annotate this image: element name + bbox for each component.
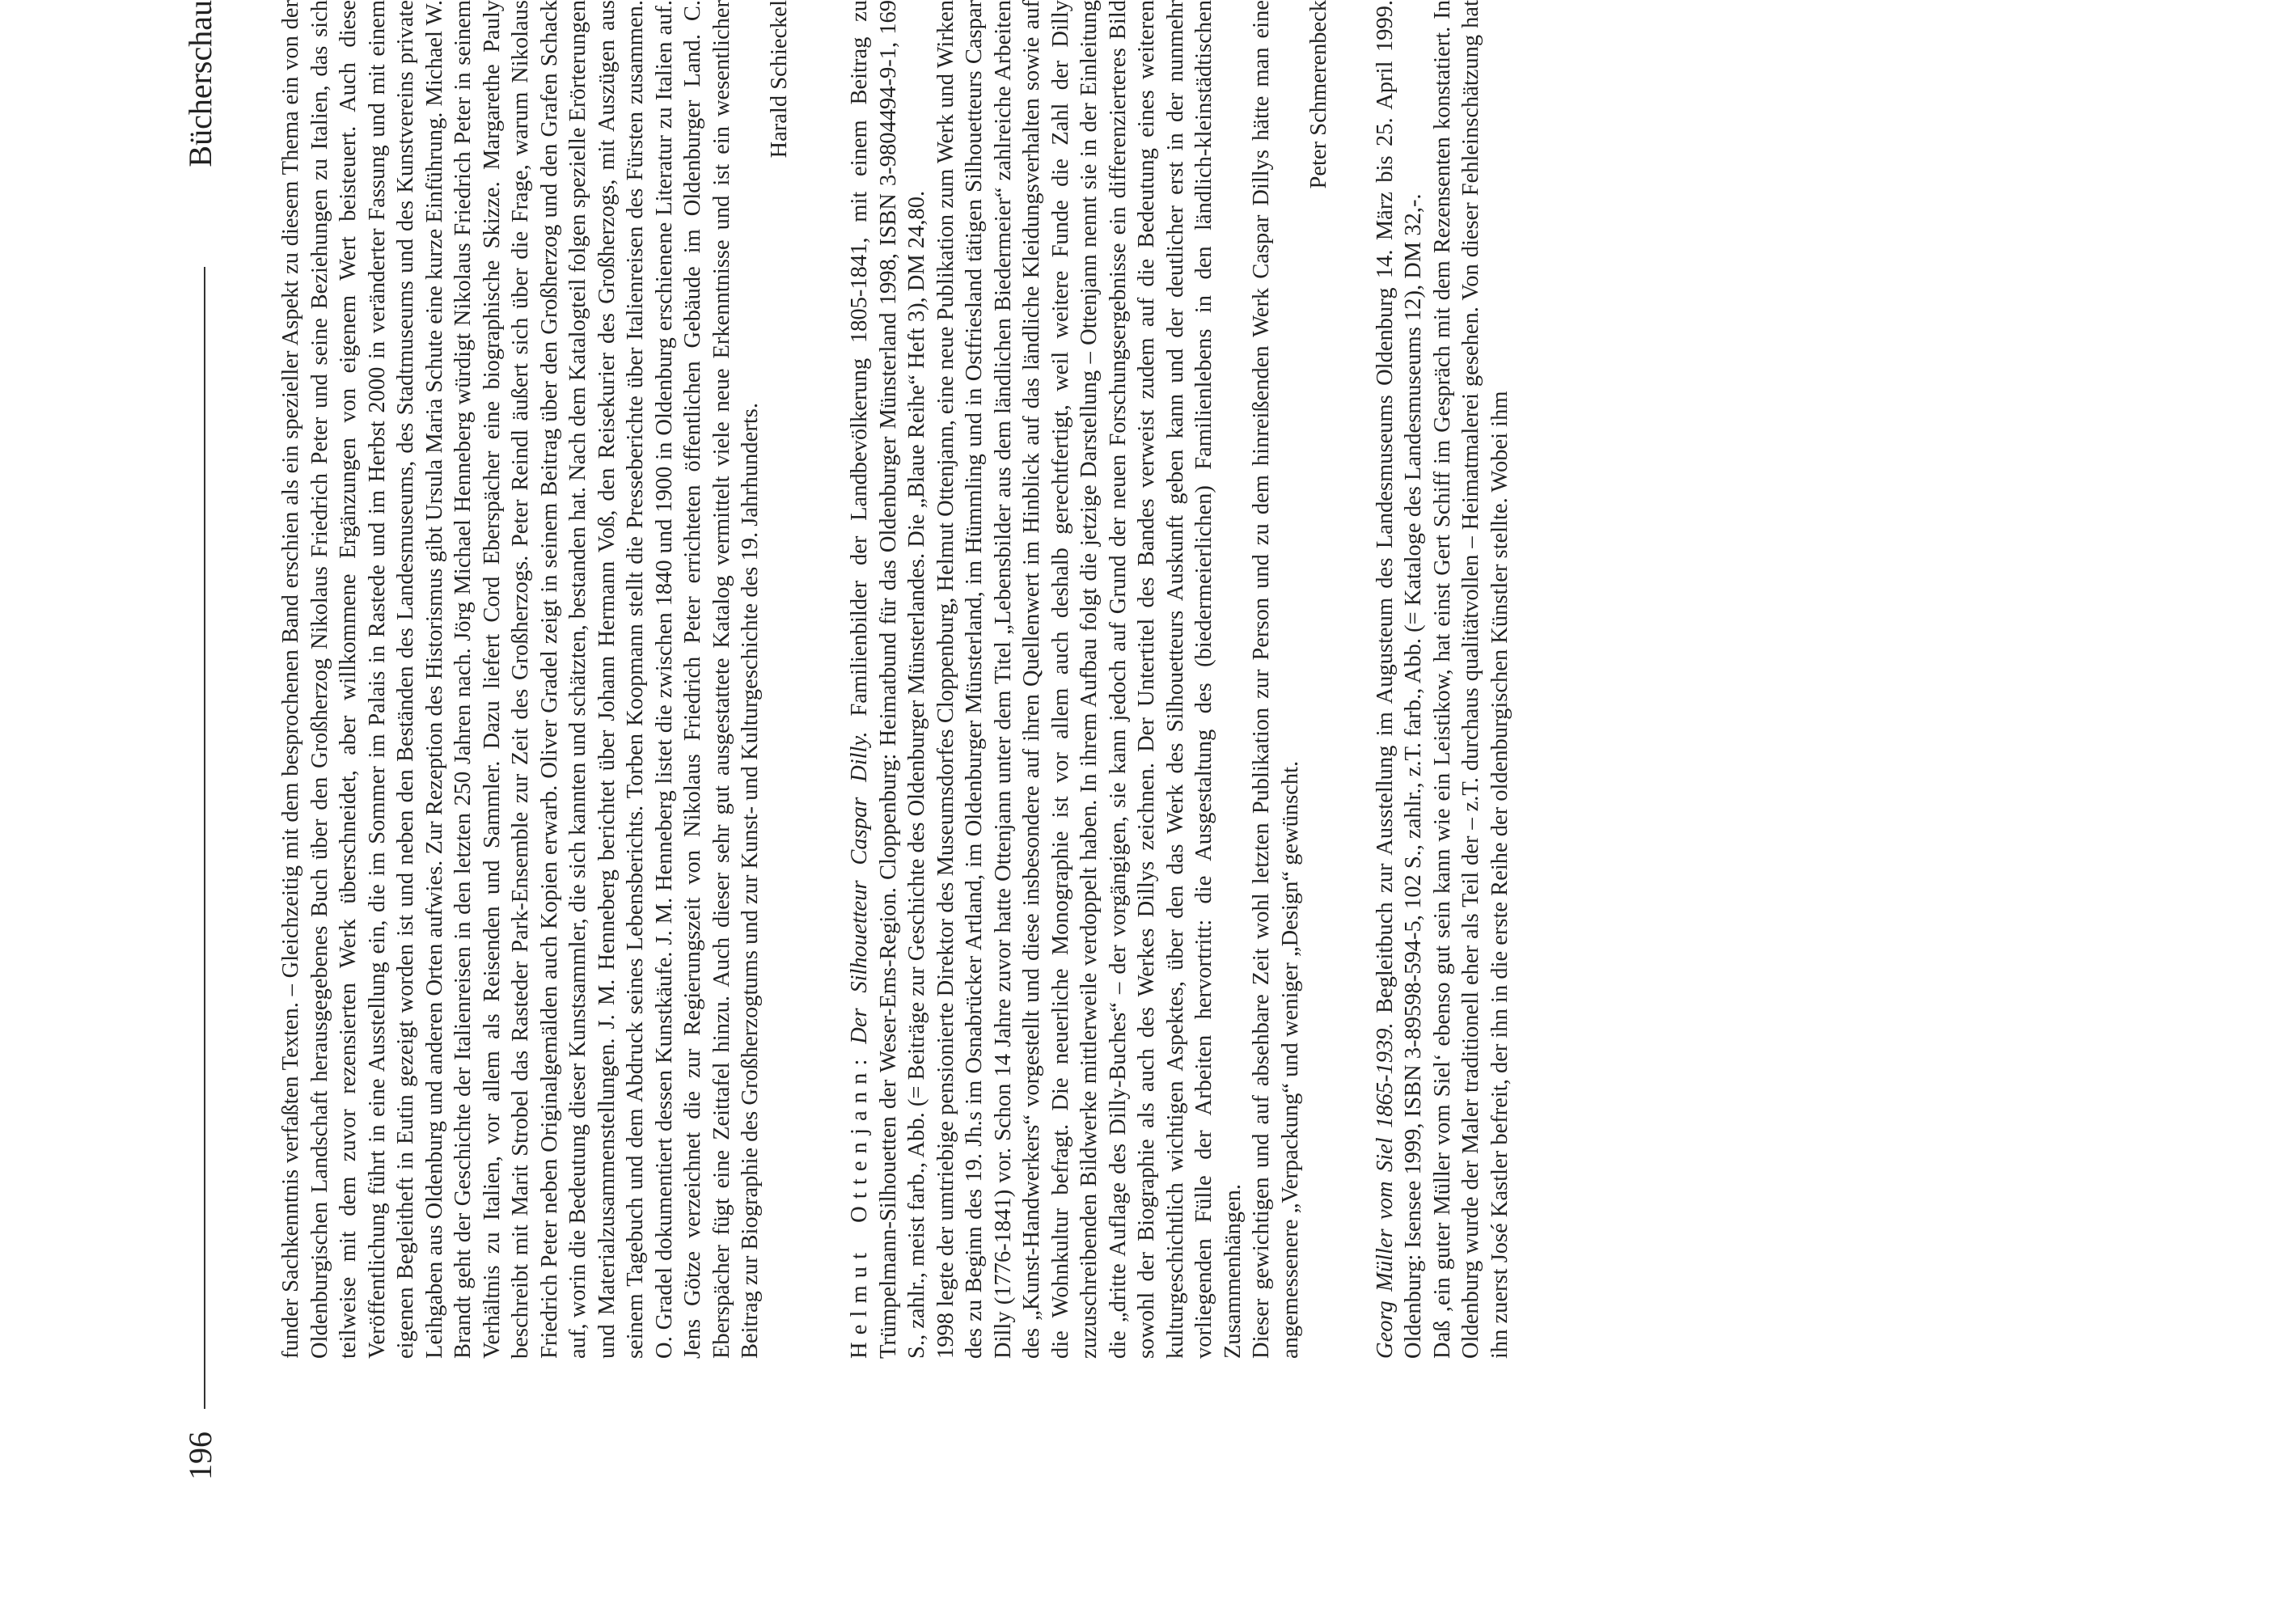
review-1-text: funder Sachkenntnis verfaßten Texten. – Gleichzeitig mit dem besprochenen Band erschien als ein spezieller Aspekt zu diesem Thema ein von der Oldenburgischen Landschaft herausgegebenes Buch über den Großherzog Nikolaus Friedrich Peter und seine Beziehungen zu Italien, das sich teilweise mit dem zuvor rezensierten Werk überschneidet, aber willkommene Ergänzungen von eigenem Wert beisteuert. Auch diese Veröffentlichung führt in eine Ausstellung ein, die im Sommer im Palais in Rastede und im Herbst 2000 in veränderter Fassung und mit einem eigenen Begleitheft in Eutin gezeigt worden ist und neben den Beständen des Landesmuseums, des Stadtmuseums und des Kunstvereins private Leihgaben aus Oldenburg und anderen Orten aufwies. Zur Rezeption des Historismus gibt Ursula Maria Schute eine kurze Einführung. Michael W. Brandt geht der Geschichte der Italienreisen in den letzten 250 Jahren nach. Jörg Michael Henneberg würdigt Nikolaus Friedrich Peter in seinem Verhältnis zu Italien, vor allem als Reisenden und Sammler. Dazu liefert Cord Eberspächer eine biographische Skizze. Margarethe Pauly beschreibt mit Marit Strobel das Rasteder Park-Ensemble zur Zeit des Großherzogs. Peter Reindl äußert sich über die Frage, warum Nikolaus Friedrich Peter neben Originalgemälden auch Kopien erwarb. Oliver Gradel zeigt in seinem Beitrag über den Großherzog und den Grafen Schack auf, worin die Bedeutung dieser Kunstsammler, die sich kannten und schätzten, bestanden hat. Nach dem Katalogteil folgen spezielle Erörterungen und Materialzusammenstellungen. J. M. Henneberg berichtet über Johann Hermann Voß, den Reisekurier des Großherzogs, mit Auszügen aus seinem Tagebuch und dem Abdruck seines Lebensberichts. Torben Koopmann stellt die Presseberichte über Italienreisen des Fürsten zusammen. O. Gradel dokumentiert dessen Kunstkäufe. J. M. Henneberg listet die zwischen 1840 und 1900 in Oldenburg erschienene Literatur zu Italien auf. Jens Götze verzeichnet die zur Regierungszeit von Nikolaus Friedrich Peter errichteten öffentlichen Gebäude im Oldenburger Land. C. Eberspächer fügt eine Zeittafel hinzu. Auch dieser sehr gut ausgestattete Katalog vermittelt viele neue Erkenntnisse und ist ein wesentlicher Beitrag zur Biographie des Großherzogtums und zur Kunst- und Kulturgeschichte des 19. Jahrhunderts. <box>278 0 763 1359</box>
review-3-book-title: Georg Müller vom Siel 1865-1939. <box>1372 1022 1398 1359</box>
page-body <box>277 0 1514 1359</box>
review-2-book-title: Der Silhouetteur Caspar Dilly. <box>847 731 872 1044</box>
section-gap <box>793 0 845 1359</box>
rotated-page <box>178 0 2119 1480</box>
review-3-citation <box>1371 0 1428 1359</box>
header-rule <box>204 267 205 1409</box>
review-2-author-separator: : <box>847 1043 872 1066</box>
review-2-text-conclusion: Dieser gewichtigen und auf absehbare Zeit wohl letzten Publikation zur Person und zu dem hinreißenden Werk Caspar Dillys hätte man eine angemessenere „Verpackung“ und weniger „Design“ gewünscht. <box>1249 0 1303 1359</box>
section-gap <box>1334 0 1371 1359</box>
review-2-signature: Peter Schmerenbeck <box>1306 0 1331 189</box>
section-title: Bücherschau <box>182 0 218 167</box>
review-3-bibliographic-details: Begleitbuch zur Ausstellung im Augusteum des Landesmuseums Oldenburg 14. März bis 25. April 1999. Oldenburg: Isensee 1999, ISBN 3-89598-594-5, 102 S., zahlr., z.T. farb., Abb. (= Kataloge des Landesmuseums 12), DM 32,-. <box>1372 0 1426 1359</box>
review-2-author: Helmut Ottenjann <box>847 1065 872 1359</box>
review-2-text: 1998 legte der umtriebige pensionierte Direktor des Museumsdorfes Cloppenburg, Helmut Ottenjann, eine neue Publikation zum Werk und Wirken des zu Beginn des 19. Jh.s im Osnabrücker Artland, im Oldenburger Münsterland, im Hümmling und in Ostfriesland tätigen Silhouetteurs Caspar Dilly (1776-1841) vor. Schon 14 Jahre zuvor hatte Ottenjann unter dem Titel „Lebensbilder aus dem ländlichen Biedermeier“ zahlreiche Arbeiten des „Kunst-Handwerkers“ vorgestellt und diese insbesondere auf ihren Quellenwert im Hinblick auf das ländliche Kleidungsverhalten sowie auf die Wohnkultur befragt. Die neuerliche Monographie ist vor allem auch deshalb gerechtfertigt, weil weitere Funde die Zahl der Dilly zuzuschreibenden Bildwerke mittlerweile verdoppelt haben. In ihrem Aufbau folgt die jetzige Darstellung – Ottenjann nennt sie in der Einleitung die „dritte Auflage des Dilly-Buches“ – der vorgängigen, sie kann jedoch auf Grund der neuen Forschungsergebnisse ein differenzierteres Bild sowohl der Biographie als auch des Werkes Dillys zeichnen. Der Untertitel des Bandes verweist zudem auf die Bedeutung eines weiteren kulturgeschichtlich wichtigen Aspektes, über den das Werk des Silhouetteurs Auskunft geben kann und der deutlicher erst in der nunmehr vorliegenden Fülle der Arbeiten hervortritt: die Ausgestaltung des (biedermeierlichen) Familienlebens in den ländlich-kleinstädtischen Zusammenhängen. <box>933 0 1246 1359</box>
review-3-text: Daß ‚ein guter Müller vom Siel‘ ebenso gut sein kann wie ein Leistikow, hat einst Gert Schiff im Gespräch mit dem Rezensenten konstatiert. In Oldenburg wurde der Maler traditionell eher als Teil der – z.T. durchaus qualitätvollen – Heimatmalerei gesehen. Von dieser Fehleinschätzung hat ihn zuerst José Kastler befreit, der ihn in die erste Reihe der oldenburgischen Künstler stellte. Wobei ihm <box>1429 0 1512 1359</box>
review-2-bibliographic-details: Familienbilder der Landbevölkerung 1805-1841, mit einem Beitrag zu Trümpelmann-Silhouetten der Weser-Ems-Region. Cloppenburg: Heimatbund für das Oldenburger Münsterland 1998, ISBN 3-9804494-9-1, 169 S., zahlr., meist farb., Abb. (= Beiträge zur Geschichte des Oldenburger Münsterlandes. Die „Blaue Reihe“ Heft 3), DM 24,80. <box>847 0 929 1359</box>
review-2-citation <box>845 0 932 1359</box>
review-1-signature: Harald Schieckel <box>766 0 792 159</box>
running-head <box>178 0 226 1480</box>
page-number: 196 <box>182 1432 218 1480</box>
